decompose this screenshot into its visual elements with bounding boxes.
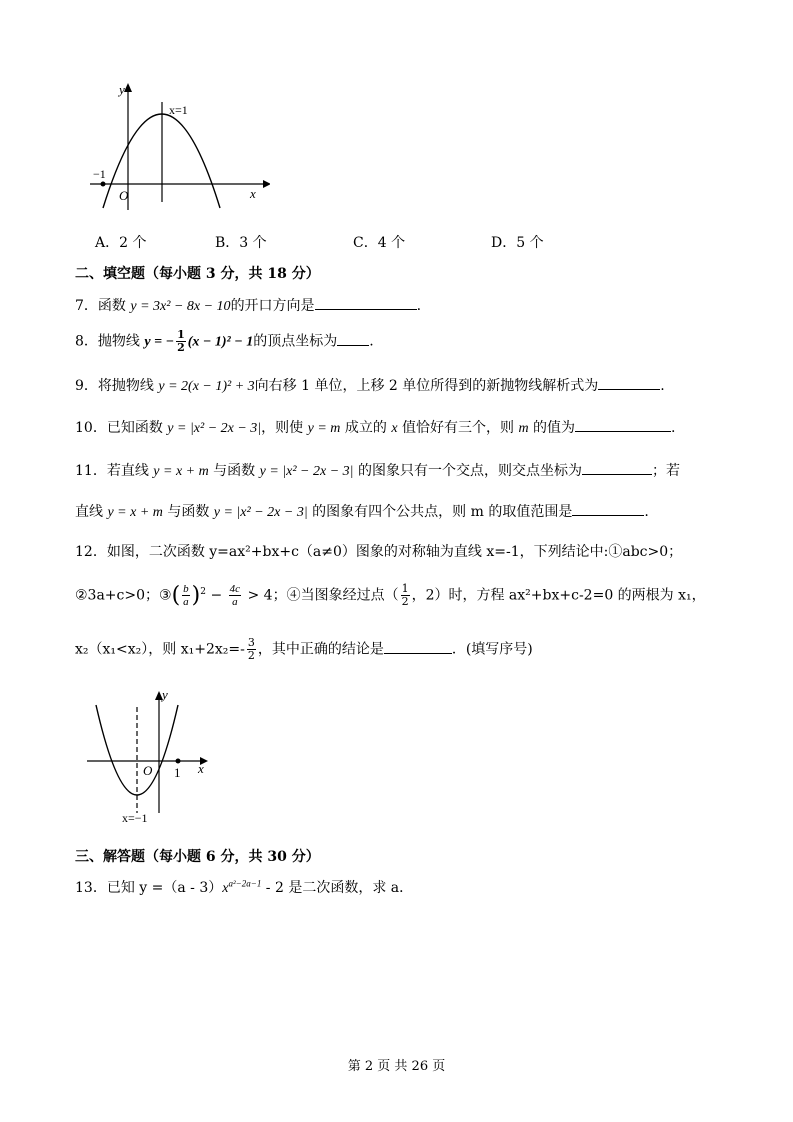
question-7	[75, 295, 421, 315]
q8-answer-blank[interactable]	[337, 331, 369, 346]
q6-option-c	[353, 232, 405, 252]
parabola-graph-1	[85, 80, 270, 215]
q13-num: 13．	[75, 880, 107, 896]
q11-l2-pre: 直线	[75, 504, 108, 520]
q12-paren-frac	[182, 583, 190, 608]
q11-pre: 若直线	[106, 463, 154, 479]
q13-base: x	[222, 881, 229, 896]
q11-post1: 的图象只有一个交点，则交点坐标为	[353, 463, 582, 479]
q6-option-text: 2 个	[119, 235, 147, 251]
q7-pre: 函数	[97, 298, 131, 314]
q8-frac-den: 2	[177, 341, 185, 354]
q12-point-frac	[401, 583, 410, 608]
q12-l2-a: ②3a+c>0；③	[75, 587, 172, 604]
q10-mid1: ，则使	[261, 420, 308, 436]
q10-func: y = |x² − 2x − 3|	[167, 421, 262, 436]
q6-option-text: 5 个	[516, 235, 544, 251]
q12-frac3-den: 2	[247, 649, 255, 662]
q9-func: y = 2(x − 1)² + 3	[158, 379, 255, 394]
q11-l2-func: y = |x² − 2x − 3|	[213, 505, 308, 520]
q10-answer-blank[interactable]	[575, 417, 671, 432]
q11-answer-blank-1[interactable]	[582, 460, 652, 475]
q7-end: .	[416, 298, 422, 314]
q6-option-letter: A．	[95, 235, 120, 251]
q9-pre: 将抛物线	[97, 378, 159, 394]
q12-gt: > 4；④当图象经过点（	[243, 587, 399, 604]
root-point	[101, 182, 106, 187]
q8-func-a: y = −	[144, 334, 175, 350]
q12-l3-a: x₂（x₁<x₂），则 x₁+2x₂=-	[75, 641, 245, 658]
q8-end: .	[369, 333, 374, 350]
q11-func: y = |x² − 2x − 3|	[259, 464, 354, 479]
point-one	[176, 759, 181, 764]
q6-option-text: 3 个	[239, 235, 267, 251]
question-9	[75, 375, 665, 395]
q10-pre: 已知函数	[106, 420, 168, 436]
q12-answer-blank[interactable]	[384, 639, 452, 654]
q11-num: 11．	[75, 463, 107, 479]
question-13	[75, 877, 413, 897]
y-label: y	[119, 82, 125, 97]
q12-paren-den: a	[183, 596, 189, 608]
q12-frac3	[247, 637, 256, 662]
q12-l3-c: ．(填写序号)	[451, 641, 533, 658]
q12-line1: 如图，二次函数 y=ax²+bx+c（a≠0）图象的对称轴为直线 x=-1，下列结论中:①abc>0；	[106, 544, 683, 560]
y-axis-arrow	[124, 83, 132, 92]
question-8	[75, 329, 374, 354]
q10-mid2: 成立的	[340, 420, 392, 436]
q7-func: y = 3x² − 8x − 10	[130, 299, 231, 314]
q7-num: 7．	[75, 298, 98, 314]
q8-fraction	[176, 329, 186, 354]
q12-l2-b: ，2）时，方程 ax²+bx+c-2=0 的两根为 x₁，	[411, 587, 706, 604]
q6-option-b	[215, 232, 267, 252]
q12-point-den: 2	[401, 595, 409, 608]
q7-answer-blank[interactable]	[315, 295, 417, 310]
q10-end: .	[671, 420, 676, 436]
parabola-graph-2	[82, 685, 214, 825]
q8-pre: 抛物线	[97, 333, 145, 350]
q9-answer-blank[interactable]	[598, 375, 660, 390]
q6-option-letter: B．	[215, 235, 240, 251]
q11-l2-post: 的图象有四个公共点，则 m 的取值范围是	[307, 504, 573, 520]
q11-end1: ；若	[651, 463, 680, 479]
q12-frac2-den: a	[232, 596, 238, 608]
q10-mid3: 值恰好有三个，则	[397, 420, 519, 436]
q12-frac3-num: 3	[247, 636, 255, 649]
question-12-line3	[75, 637, 533, 662]
q10-m: m	[518, 421, 529, 436]
question-10	[75, 417, 675, 437]
q6-option-text: 4 个	[377, 235, 406, 251]
q6-option-d	[491, 232, 544, 252]
axis-label: x=−1	[122, 811, 148, 825]
q10-eq: y = m	[307, 421, 341, 436]
question-12-line2: ②3a+c>0；③( $\frac{b}{a}$ )$^2$ − $\frac{4c}{a}$ > 4；④当图象经过点（ $\frac{1}{2}$ ，2）时，方程 ax²+bx+c-2=0 的两根为 x₁，	[75, 582, 706, 608]
origin-label: O	[119, 188, 129, 203]
q10-var: x	[391, 421, 398, 436]
x-axis-arrow	[263, 180, 270, 188]
q11-line: y = x + m	[153, 464, 209, 479]
q10-post: 的值为	[528, 420, 576, 436]
q13-post: - 2 是二次函数，求 a．	[261, 880, 414, 896]
q8-func-b: (x − 1)² − 1	[187, 334, 254, 350]
q11-l2-mid: 与函数	[162, 504, 214, 520]
page-footer: 第 2 页 共 26 页	[347, 1059, 446, 1074]
q12-point-num: 1	[401, 582, 409, 595]
q11-answer-blank-2[interactable]	[572, 501, 644, 516]
x-label: x	[198, 761, 204, 776]
q8-num: 8．	[75, 333, 98, 350]
one-label: 1	[174, 765, 181, 780]
y-label: y	[162, 687, 168, 702]
q12-num: 12．	[75, 544, 107, 560]
origin-label: O	[143, 763, 153, 778]
q13-pre: 已知 y =（a - 3）	[106, 880, 223, 896]
q8-post: 的顶点坐标为	[253, 333, 338, 350]
q11-l2-line: y = x + m	[107, 505, 163, 520]
section2-title: 二、填空题（每小题 3 分，共 18 分）	[75, 266, 320, 282]
q12-frac2-num: 4c	[229, 583, 241, 595]
q12-minus: −	[206, 587, 227, 604]
q10-num: 10．	[75, 420, 107, 436]
question-11-line2	[75, 501, 649, 521]
q8-frac-num: 1	[177, 328, 185, 341]
q9-post: 向右移 1 单位，上移 2 单位所得到的新抛物线解析式为	[254, 378, 599, 394]
question-12-line1	[75, 541, 682, 561]
q13-exp: a²−2a−1	[228, 878, 262, 889]
q9-end: .	[660, 378, 665, 394]
q12-paren-num: b	[183, 583, 189, 595]
axis-label: x=1	[169, 103, 188, 117]
q6-option-a	[95, 232, 146, 252]
q11-end2: .	[644, 504, 649, 520]
question-11-line1	[75, 460, 680, 480]
root-label: −1	[93, 167, 106, 181]
q11-mid: 与函数	[208, 463, 260, 479]
section3-title: 三、解答题（每小题 6 分，共 30 分）	[75, 849, 320, 865]
q12-l3-b: ，其中正确的结论是	[257, 641, 384, 658]
q6-option-letter: C．	[353, 235, 378, 251]
q9-num: 9．	[75, 378, 98, 394]
q6-option-letter: D．	[491, 235, 517, 251]
q12-frac2	[229, 583, 241, 608]
x-label: x	[250, 186, 256, 201]
q7-post: 的开口方向是	[230, 298, 315, 314]
